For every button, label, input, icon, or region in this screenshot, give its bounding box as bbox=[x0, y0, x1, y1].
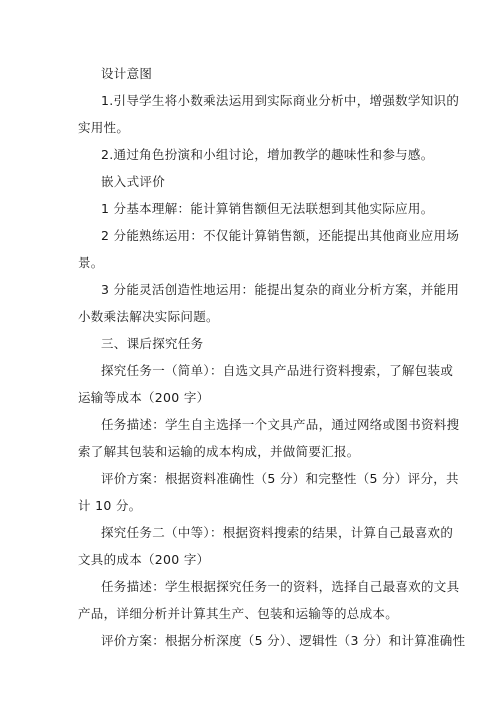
heading-design-intent: 设计意图 bbox=[101, 66, 153, 81]
heading-embedded-evaluation: 嵌入式评价 bbox=[101, 174, 166, 189]
paragraph-line: 索了解其包装和运输的成本构成，并做简要汇报。 bbox=[78, 444, 360, 459]
paragraph-line: 文具的成本（200 字） bbox=[78, 552, 210, 567]
paragraph-line: 小数乘法解决实际问题。 bbox=[78, 309, 219, 324]
paragraph-line: 任务描述：学生根据探究任务一的资料，选择自己最喜欢的文具 bbox=[101, 579, 460, 594]
paragraph-line: 运输等成本（200 字） bbox=[78, 390, 210, 405]
paragraph-line: 评价方案：根据分析深度（5 分）、逻辑性（3 分）和计算准确性 bbox=[101, 633, 466, 648]
paragraph-line: 1.引导学生将小数乘法运用到实际商业分析中，增强数学知识的 bbox=[101, 93, 460, 108]
paragraph-line: 任务描述：学生自主选择一个文具产品，通过网络或图书资料搜 bbox=[101, 417, 460, 432]
paragraph-line: 探究任务二（中等）：根据资料搜索的结果，计算自己最喜欢的 bbox=[101, 525, 454, 540]
paragraph-line: 评价方案：根据资料准确性（5 分）和完整性（5 分）评分，共 bbox=[101, 471, 459, 486]
section-heading: 三、课后探究任务 bbox=[101, 336, 204, 351]
paragraph-line: 实用性。 bbox=[78, 120, 130, 135]
paragraph-line: 景。 bbox=[78, 255, 104, 270]
paragraph-line: 探究任务一（简单）：自选文具产品进行资料搜索，了解包装或 bbox=[101, 363, 454, 378]
paragraph-line: 计 10 分。 bbox=[78, 498, 142, 513]
paragraph-line: 产品，详细分析并计算其生产、包装和运输等的总成本。 bbox=[78, 606, 399, 621]
paragraph-line: 1 分基本理解：能计算销售额但无法联想到其他实际应用。 bbox=[101, 201, 434, 216]
paragraph-line: 2 分能熟练运用：不仅能计算销售额，还能提出其他商业应用场 bbox=[101, 228, 460, 243]
paragraph-line: 3 分能灵活创造性地运用：能提出复杂的商业分析方案，并能用 bbox=[101, 282, 460, 297]
paragraph-line: 2.通过角色扮演和小组讨论，增加教学的趣味性和参与感。 bbox=[101, 147, 434, 162]
